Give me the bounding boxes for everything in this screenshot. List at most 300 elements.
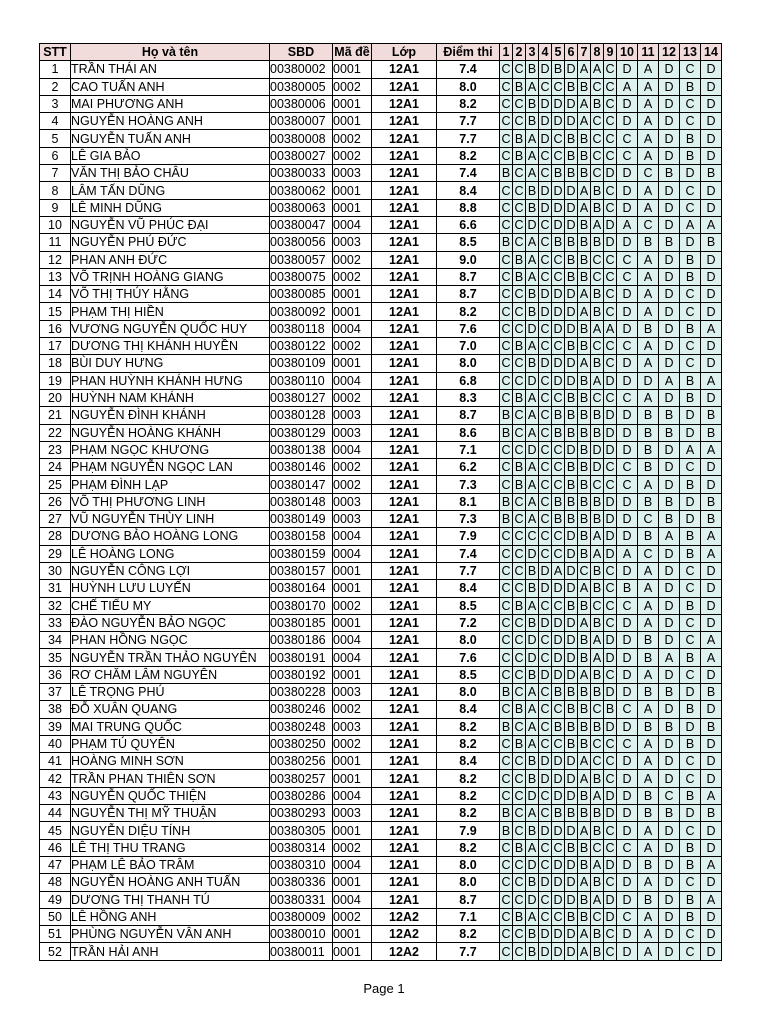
answer-cell: C [514, 771, 524, 786]
score-cell: 8.2 [437, 303, 500, 320]
student-name-cell: NGUYỄN TRẦN THẢO NGUYÊN [71, 649, 270, 666]
sbd-cell: 00380314 [270, 839, 333, 856]
answer-cell: A [701, 372, 722, 389]
answer-cell: B [578, 701, 591, 718]
score-cell: 7.1 [437, 441, 500, 458]
student-name-cell: HOÀNG MINH SƠN [71, 753, 270, 770]
student-name-cell: NGUYỄN DIỆU TÍNH [71, 822, 270, 839]
table-row [40, 735, 722, 752]
answer-cell: A [526, 78, 539, 95]
answer-cell: B [638, 787, 659, 804]
answer-cell: D [701, 735, 722, 752]
stt-cell: 8 [40, 182, 71, 199]
answer-cell: D [617, 182, 638, 199]
answer-cell: A [638, 286, 659, 303]
answer-cell: A [578, 303, 591, 320]
answer-cell: A [638, 338, 659, 355]
answer-cell: A [526, 338, 539, 355]
sbd-cell: 00380286 [270, 787, 333, 804]
stt-cell: 31 [40, 580, 71, 597]
answer-cell: D [605, 512, 615, 527]
score-cell: 8.0 [437, 683, 500, 700]
sbd-cell: 00380005 [270, 78, 333, 95]
answer-cell: A [638, 580, 659, 597]
score-cell: 8.7 [437, 891, 500, 908]
answer-cell: B [500, 822, 513, 839]
table-row [40, 182, 722, 199]
class-cell: 12A1 [372, 165, 437, 182]
answer-cell: C [605, 564, 615, 579]
answer-cell: A [701, 528, 722, 545]
answer-cell: B [659, 511, 680, 528]
class-cell: 12A1 [372, 441, 437, 458]
answer-cell: C [680, 926, 701, 943]
class-cell: 12A1 [372, 856, 437, 873]
answer-cell: C [540, 218, 550, 233]
class-cell: 12A1 [372, 407, 437, 424]
answer-cell: D [659, 182, 680, 199]
answer-cell: C [617, 268, 638, 285]
table-row [40, 251, 722, 268]
student-name-cell: PHAN ANH ĐỨC [71, 251, 270, 268]
answer-cell: B [565, 268, 578, 285]
exam-code-cell: 0002 [333, 597, 372, 614]
answer-cell: D [566, 442, 576, 457]
exam-code-cell: 0002 [333, 130, 372, 147]
answer-cell: B [552, 424, 565, 441]
answer-cell: B [500, 493, 513, 510]
answer-cell: C [553, 546, 563, 561]
sbd-cell: 00380122 [270, 338, 333, 355]
answer-cell: C [617, 476, 638, 493]
answer-cell: B [578, 632, 591, 649]
sbd-cell: 00380085 [270, 286, 333, 303]
answer-cell: D [659, 286, 680, 303]
answer-cell: C [514, 892, 524, 907]
answer-cell: B [552, 61, 565, 78]
answer-cell: C [638, 511, 659, 528]
answer-cell: C [514, 425, 524, 440]
answer-cell: A [659, 528, 680, 545]
answer-cell: D [566, 183, 576, 198]
answer-cell: A [617, 78, 638, 95]
answer-cell: B [526, 95, 539, 112]
answer-cell: D [701, 666, 722, 683]
answer-cell: D [566, 771, 576, 786]
answer-cell: D [566, 667, 576, 682]
sbd-cell: 00380293 [270, 805, 333, 822]
answer-cell: D [540, 944, 550, 959]
score-cell: 8.4 [437, 753, 500, 770]
answer-cell: A [701, 441, 722, 458]
answer-cell: C [553, 702, 563, 717]
class-cell: 12A1 [372, 787, 437, 804]
answer-cell: B [659, 493, 680, 510]
sbd-cell: 00380256 [270, 753, 333, 770]
answer-cell: C [501, 529, 511, 544]
answer-cell: D [527, 788, 537, 803]
class-cell: 12A1 [372, 338, 437, 355]
answer-cell: D [527, 892, 537, 907]
sbd-cell: 00380248 [270, 718, 333, 735]
stt-cell: 41 [40, 753, 71, 770]
sbd-cell: 00380128 [270, 407, 333, 424]
answer-cell: D [566, 788, 576, 803]
answer-cell: B [617, 580, 638, 597]
class-cell: 12A1 [372, 701, 437, 718]
answer-cell: A [638, 355, 659, 372]
answer-cell: C [540, 339, 550, 354]
answer-cell: B [552, 683, 565, 700]
answer-cell: A [578, 355, 591, 372]
answer-cell: C [501, 840, 511, 855]
answer-cell: B [552, 165, 565, 182]
answer-cell: C [579, 564, 589, 579]
answer-cell: C [501, 615, 511, 630]
answer-cell: C [540, 806, 550, 821]
answer-cell: A [638, 943, 659, 960]
student-name-cell: LÂM TẤN DŨNG [71, 182, 270, 199]
answer-cell: A [701, 649, 722, 666]
answer-cell: C [540, 598, 550, 613]
score-cell: 8.0 [437, 78, 500, 95]
answer-cell: D [566, 62, 576, 77]
table-row [40, 822, 722, 839]
answer-cell: C [540, 702, 550, 717]
answer-cell: C [540, 650, 550, 665]
class-cell: 12A1 [372, 805, 437, 822]
answer-cell: B [565, 147, 578, 164]
student-name-cell: VÕ THỊ PHƯƠNG LINH [71, 493, 270, 510]
answer-cell: D [680, 805, 701, 822]
answer-cell: B [565, 718, 578, 735]
answer-cell: B [526, 199, 539, 216]
sbd-cell: 00380149 [270, 511, 333, 528]
sbd-cell: 00380057 [270, 251, 333, 268]
answer-cell: C [605, 460, 615, 475]
table-row [40, 891, 722, 908]
answer-cell: C [592, 114, 602, 129]
answer-cell: A [526, 234, 539, 251]
answer-cell: D [527, 633, 537, 648]
answer-cell: C [605, 114, 615, 129]
answer-cell: C [514, 235, 524, 250]
class-cell: 12A1 [372, 822, 437, 839]
answer-cell: D [680, 234, 701, 251]
stt-cell: 36 [40, 666, 71, 683]
exam-code-cell: 0002 [333, 251, 372, 268]
answer-cell: B [591, 926, 604, 943]
class-cell: 12A2 [372, 943, 437, 960]
answer-cell: B [638, 683, 659, 700]
answer-cell: D [553, 858, 563, 873]
answer-cell: D [540, 131, 550, 146]
answer-cell: C [501, 114, 511, 129]
answer-cell: B [565, 165, 578, 182]
answer-cell: C [617, 130, 638, 147]
answer-cell: D [701, 822, 722, 839]
table-row [40, 199, 722, 216]
answer-cell: B [701, 493, 722, 510]
answer-cell: C [592, 339, 602, 354]
answer-cell: C [514, 546, 524, 561]
answer-cell: D [659, 753, 680, 770]
exam-code-cell: 0002 [333, 389, 372, 406]
stt-cell: 32 [40, 597, 71, 614]
answer-cell: C [501, 598, 511, 613]
answer-cell: D [566, 650, 576, 665]
student-name-cell: DƯƠNG BẢO HOÀNG LONG [71, 528, 270, 545]
answer-cell: D [701, 251, 722, 268]
table-row [40, 545, 722, 562]
stt-cell: 7 [40, 165, 71, 182]
header-question-8: 8 [591, 44, 604, 61]
answer-cell: C [501, 252, 511, 267]
table-row [40, 943, 722, 960]
answer-cell: D [566, 754, 576, 769]
answer-cell: A [638, 476, 659, 493]
answer-cell: C [514, 62, 524, 77]
answer-cell: C [680, 580, 701, 597]
answer-cell: D [553, 771, 563, 786]
answer-cell: D [540, 97, 550, 112]
class-cell: 12A1 [372, 735, 437, 752]
answer-cell: C [501, 927, 511, 942]
answer-cell: B [680, 528, 701, 545]
exam-code-cell: 0003 [333, 718, 372, 735]
stt-cell: 22 [40, 424, 71, 441]
answer-cell: C [514, 944, 524, 959]
answer-cell: D [540, 356, 550, 371]
answer-cell: B [565, 476, 578, 493]
exam-code-cell: 0004 [333, 320, 372, 337]
answer-cell: C [617, 735, 638, 752]
exam-code-cell: 0004 [333, 528, 372, 545]
answer-cell: D [659, 562, 680, 579]
answer-cell: B [552, 805, 565, 822]
table-row [40, 839, 722, 856]
exam-code-cell: 0001 [333, 926, 372, 943]
answer-cell: D [553, 304, 563, 319]
table-row [40, 528, 722, 545]
answer-cell: B [578, 805, 591, 822]
answer-cell: B [578, 787, 591, 804]
exam-code-cell: 0004 [333, 649, 372, 666]
answer-cell: B [604, 701, 617, 718]
answer-cell: D [659, 770, 680, 787]
answer-cell: C [680, 562, 701, 579]
answer-cell: C [514, 633, 524, 648]
answer-cell: D [680, 718, 701, 735]
sbd-cell: 00380246 [270, 701, 333, 718]
answer-cell: D [605, 442, 615, 457]
answer-cell: D [659, 822, 680, 839]
answer-cell: B [565, 338, 578, 355]
page-number: Page 1 [363, 981, 405, 996]
sbd-cell: 00380006 [270, 95, 333, 112]
answer-cell: B [565, 908, 578, 925]
class-cell: 12A1 [372, 130, 437, 147]
answer-cell: B [591, 874, 604, 891]
answer-cell: B [680, 268, 701, 285]
answer-cell: D [566, 927, 576, 942]
answer-cell: C [540, 148, 550, 163]
answer-cell: A [578, 874, 591, 891]
answer-cell: D [659, 476, 680, 493]
answer-cell: B [680, 389, 701, 406]
score-cell: 8.5 [437, 234, 500, 251]
answer-cell: B [638, 234, 659, 251]
stt-cell: 4 [40, 113, 71, 130]
answer-cell: C [617, 908, 638, 925]
student-name-cell: NGUYỄN THỊ MỸ THUẬN [71, 805, 270, 822]
stt-cell: 52 [40, 943, 71, 960]
answer-cell: A [701, 320, 722, 337]
exam-code-cell: 0002 [333, 476, 372, 493]
answer-cell: C [592, 391, 602, 406]
table-row [40, 389, 722, 406]
student-name-cell: PHÙNG NGUYỄN VÂN ANH [71, 926, 270, 943]
answer-cell: C [540, 892, 550, 907]
answer-cell: D [701, 286, 722, 303]
answer-cell: D [553, 667, 563, 682]
answer-cell: D [540, 823, 550, 838]
answer-cell: B [591, 943, 604, 960]
answer-cell: C [553, 737, 563, 752]
answer-cell: C [680, 822, 701, 839]
answer-cell: C [553, 252, 563, 267]
answer-cell: A [526, 407, 539, 424]
answer-cell: C [514, 823, 524, 838]
student-name-cell: NGUYỄN CÔNG LỢI [71, 562, 270, 579]
answer-cell: B [578, 216, 591, 233]
answer-cell: C [501, 650, 511, 665]
stt-cell: 37 [40, 683, 71, 700]
answer-cell: B [680, 787, 701, 804]
answer-cell: C [501, 218, 511, 233]
table-row [40, 753, 722, 770]
header-question-9: 9 [604, 44, 617, 61]
stt-cell: 47 [40, 856, 71, 873]
answer-cell: D [540, 581, 550, 596]
exam-code-cell: 0001 [333, 562, 372, 579]
answer-cell: D [701, 95, 722, 112]
answer-cell: D [605, 235, 615, 250]
answer-cell: B [513, 389, 526, 406]
answer-cell: C [501, 788, 511, 803]
answer-cell: A [638, 268, 659, 285]
answer-cell: B [591, 182, 604, 199]
answer-cell: D [605, 546, 615, 561]
answer-cell: D [617, 943, 638, 960]
answer-cell: C [514, 858, 524, 873]
answer-cell: A [638, 614, 659, 631]
table-row [40, 441, 722, 458]
answer-cell: B [578, 476, 591, 493]
table-row [40, 424, 722, 441]
answer-cell: A [701, 545, 722, 562]
score-cell: 8.8 [437, 199, 500, 216]
answer-cell: C [514, 875, 524, 890]
answer-cell: D [659, 147, 680, 164]
answer-cell: C [617, 597, 638, 614]
answer-cell: B [565, 251, 578, 268]
header-question-12: 12 [659, 44, 680, 61]
answer-cell: D [701, 268, 722, 285]
score-cell: 8.0 [437, 632, 500, 649]
answer-cell: C [540, 840, 550, 855]
table-row [40, 856, 722, 873]
answer-cell: C [501, 702, 511, 717]
answer-cell: D [659, 441, 680, 458]
answer-cell: A [638, 926, 659, 943]
answer-cell: D [617, 822, 638, 839]
exam-code-cell: 0003 [333, 493, 372, 510]
answer-cell: B [565, 701, 578, 718]
answer-cell: D [540, 667, 550, 682]
class-cell: 12A1 [372, 874, 437, 891]
answer-cell: C [540, 477, 550, 492]
answer-cell: D [701, 147, 722, 164]
answer-cell: D [605, 425, 615, 440]
class-cell: 12A1 [372, 389, 437, 406]
score-cell: 8.2 [437, 95, 500, 112]
answer-cell: C [592, 909, 602, 924]
score-cell: 7.6 [437, 649, 500, 666]
stt-cell: 15 [40, 303, 71, 320]
answer-cell: D [659, 926, 680, 943]
answer-cell: D [659, 61, 680, 78]
exam-code-cell: 0001 [333, 614, 372, 631]
class-cell: 12A1 [372, 545, 437, 562]
answer-cell: A [526, 251, 539, 268]
answer-cell: B [659, 718, 680, 735]
sbd-cell: 00380008 [270, 130, 333, 147]
exam-code-cell: 0002 [333, 908, 372, 925]
answer-cell: B [591, 407, 604, 424]
answer-cell: B [526, 562, 539, 579]
student-name-cell: LÊ THỊ THU TRANG [71, 839, 270, 856]
answer-cell: C [514, 218, 524, 233]
answer-cell: D [566, 944, 576, 959]
answer-cell: B [578, 78, 591, 95]
answer-cell: D [605, 529, 615, 544]
answer-cell: A [617, 216, 638, 233]
table-row [40, 718, 722, 735]
answer-cell: C [680, 286, 701, 303]
stt-cell: 27 [40, 511, 71, 528]
answer-cell: D [605, 788, 615, 803]
answer-cell: A [526, 718, 539, 735]
answer-cell: C [514, 494, 524, 509]
stt-cell: 38 [40, 701, 71, 718]
exam-code-cell: 0003 [333, 407, 372, 424]
answer-cell: B [526, 770, 539, 787]
answer-cell: C [680, 666, 701, 683]
student-name-cell: ĐỖ XUÂN QUANG [71, 701, 270, 718]
class-cell: 12A1 [372, 632, 437, 649]
answer-cell: B [565, 805, 578, 822]
answer-cell: D [701, 701, 722, 718]
exam-code-cell: 0001 [333, 182, 372, 199]
answer-cell: C [605, 477, 615, 492]
table-row [40, 614, 722, 631]
score-cell: 7.4 [437, 545, 500, 562]
table-row [40, 649, 722, 666]
answer-cell: D [680, 683, 701, 700]
stt-cell: 49 [40, 891, 71, 908]
answer-cell: D [540, 927, 550, 942]
